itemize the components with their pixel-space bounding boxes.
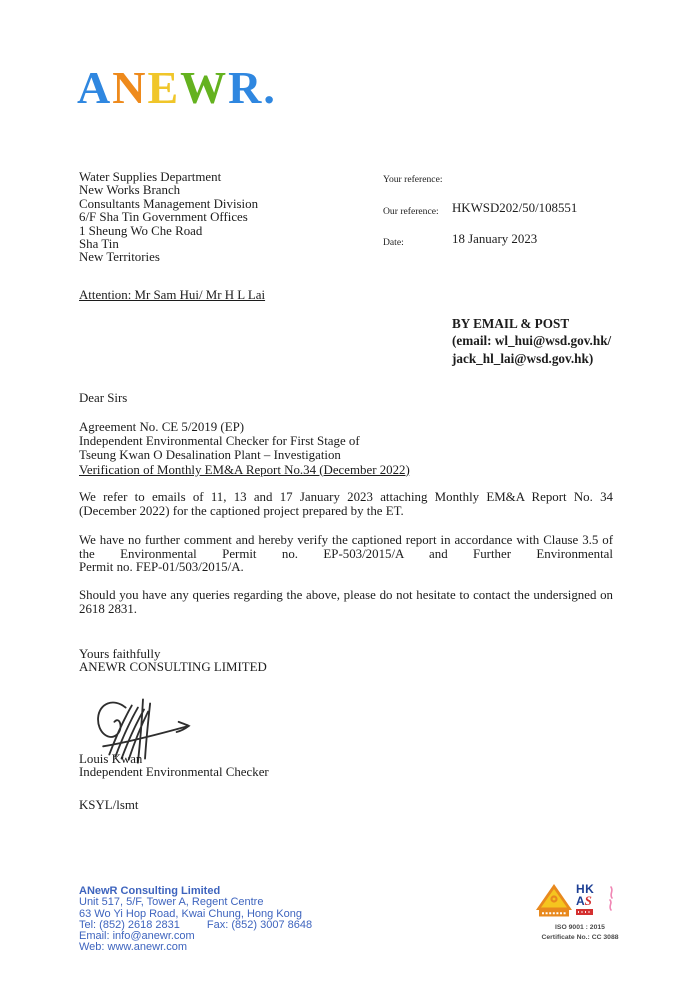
signer-name: Louis Kwan [79, 752, 143, 766]
footer-web: Web: www.anewr.com [79, 941, 188, 954]
footer-tel: Tel: (852) 2618 2831 [79, 918, 180, 931]
date-value: 18 January 2023 [452, 232, 538, 246]
paragraph-1 [79, 491, 613, 518]
signer-title: Independent Environmental Checker [79, 765, 269, 780]
text-line: (email: wl_hui@wsd.gov.hk/ [452, 333, 612, 349]
text-line: 6/F Sha Tin Government Offices [79, 210, 248, 225]
hkas-letters-hk: HK [576, 882, 595, 896]
text-line: New Territories [79, 250, 160, 265]
hkas-red-box [576, 909, 593, 915]
date-label: Date: [383, 237, 404, 248]
signer-block [79, 753, 269, 780]
text-line: We have no further comment and hereby verify the captioned report in accordance with Clause 3.5 of [79, 533, 613, 547]
footer-fax: Fax: (852) 3007 8648 [206, 918, 313, 931]
footer-company-block [79, 886, 312, 954]
certificate-number-line: Certificate No.: CC 3088 [541, 934, 619, 941]
footer-company-name: ANewR Consulting Limited [79, 885, 221, 897]
paragraph-3 [79, 589, 613, 616]
delivery-method: BY EMAIL & POST [452, 316, 570, 331]
logo-letter: N [112, 62, 148, 113]
text-line: We refer to emails of 11, 13 and 17 January 2023 attaching Monthly EM&A Report No. 34 [79, 490, 613, 504]
hkas-accreditation-logo [576, 884, 612, 915]
delivery-method-block [452, 315, 611, 367]
hkas-letter-a: A [576, 894, 585, 908]
paragraph-2 [79, 534, 613, 575]
text-line: New Works Branch [79, 183, 181, 198]
your-reference-label: Your reference: [383, 174, 443, 185]
valediction: Yours faithfully [79, 647, 161, 661]
salutation: Dear Sirs [79, 391, 128, 405]
logo-letter: A [77, 62, 113, 113]
delivery-emails [452, 332, 611, 367]
our-reference-value: HKWSD202/50/108551 [452, 201, 578, 215]
hkqaa-certification-logo [535, 883, 573, 918]
subject-lines [79, 420, 410, 463]
anewr-logo [77, 64, 277, 112]
logo-letter: R [228, 62, 264, 113]
text-line: Permit no. FEP-01/503/2015/A. [79, 560, 244, 574]
text-line: Tseung Kwan O Desalination Plant – Investigation [79, 448, 341, 463]
hkas-letter-s: S [584, 893, 592, 908]
text-line: Sha Tin [79, 237, 119, 252]
closing-company: ANEWR CONSULTING LIMITED [79, 660, 267, 675]
footer-address-2: 63 Wo Yi Hop Road, Kwai Chung, Hong Kong [79, 907, 302, 920]
text-line: Should you have any queries regarding the above, please do not hesitate to contact the undersigned on [79, 588, 613, 602]
logo-letter: E [147, 62, 181, 113]
footer-address-1: Unit 517, 5/F, Tower A, Regent Centre [79, 896, 264, 909]
text-line: Water Supplies Department [79, 170, 222, 184]
text-line: 2618 2831. [79, 601, 138, 616]
iso-line: ISO 9001 : 2015 [555, 924, 605, 931]
our-reference-label: Our reference: [383, 206, 439, 217]
text-line: 1 Sheung Wo Che Road [79, 223, 203, 238]
text-line: (December 2022) for the captioned project prepared by the ET. [79, 503, 404, 518]
recipient-address [79, 171, 258, 265]
closing-block [79, 648, 267, 675]
subject-block [79, 420, 410, 477]
text-line: Agreement No. CE 5/2019 (EP) [79, 420, 245, 434]
footer-email: Email: info@anewr.com [79, 930, 195, 943]
text-line: jack_hl_lai@wsd.gov.hk) [452, 350, 594, 366]
text-line: Consultants Management Division [79, 196, 259, 211]
logo-letter: . [263, 62, 277, 113]
reference-initials: KSYL/lsmt [79, 798, 139, 812]
text-line: the Environmental Permit no. EP-503/2015/A and Further Environmental [79, 546, 613, 561]
attention-line: Attention: Mr Sam Hui/ Mr H L Lai [79, 288, 266, 302]
subject-underlined: Verification of Monthly EM&A Report No.34 (December 2022) [79, 462, 410, 477]
text-line: Independent Environmental Checker for First Stage of [79, 434, 360, 449]
hkas-pink-squiggle [606, 886, 616, 912]
iso-certification-text [508, 923, 652, 943]
logo-letter: W [180, 62, 229, 113]
